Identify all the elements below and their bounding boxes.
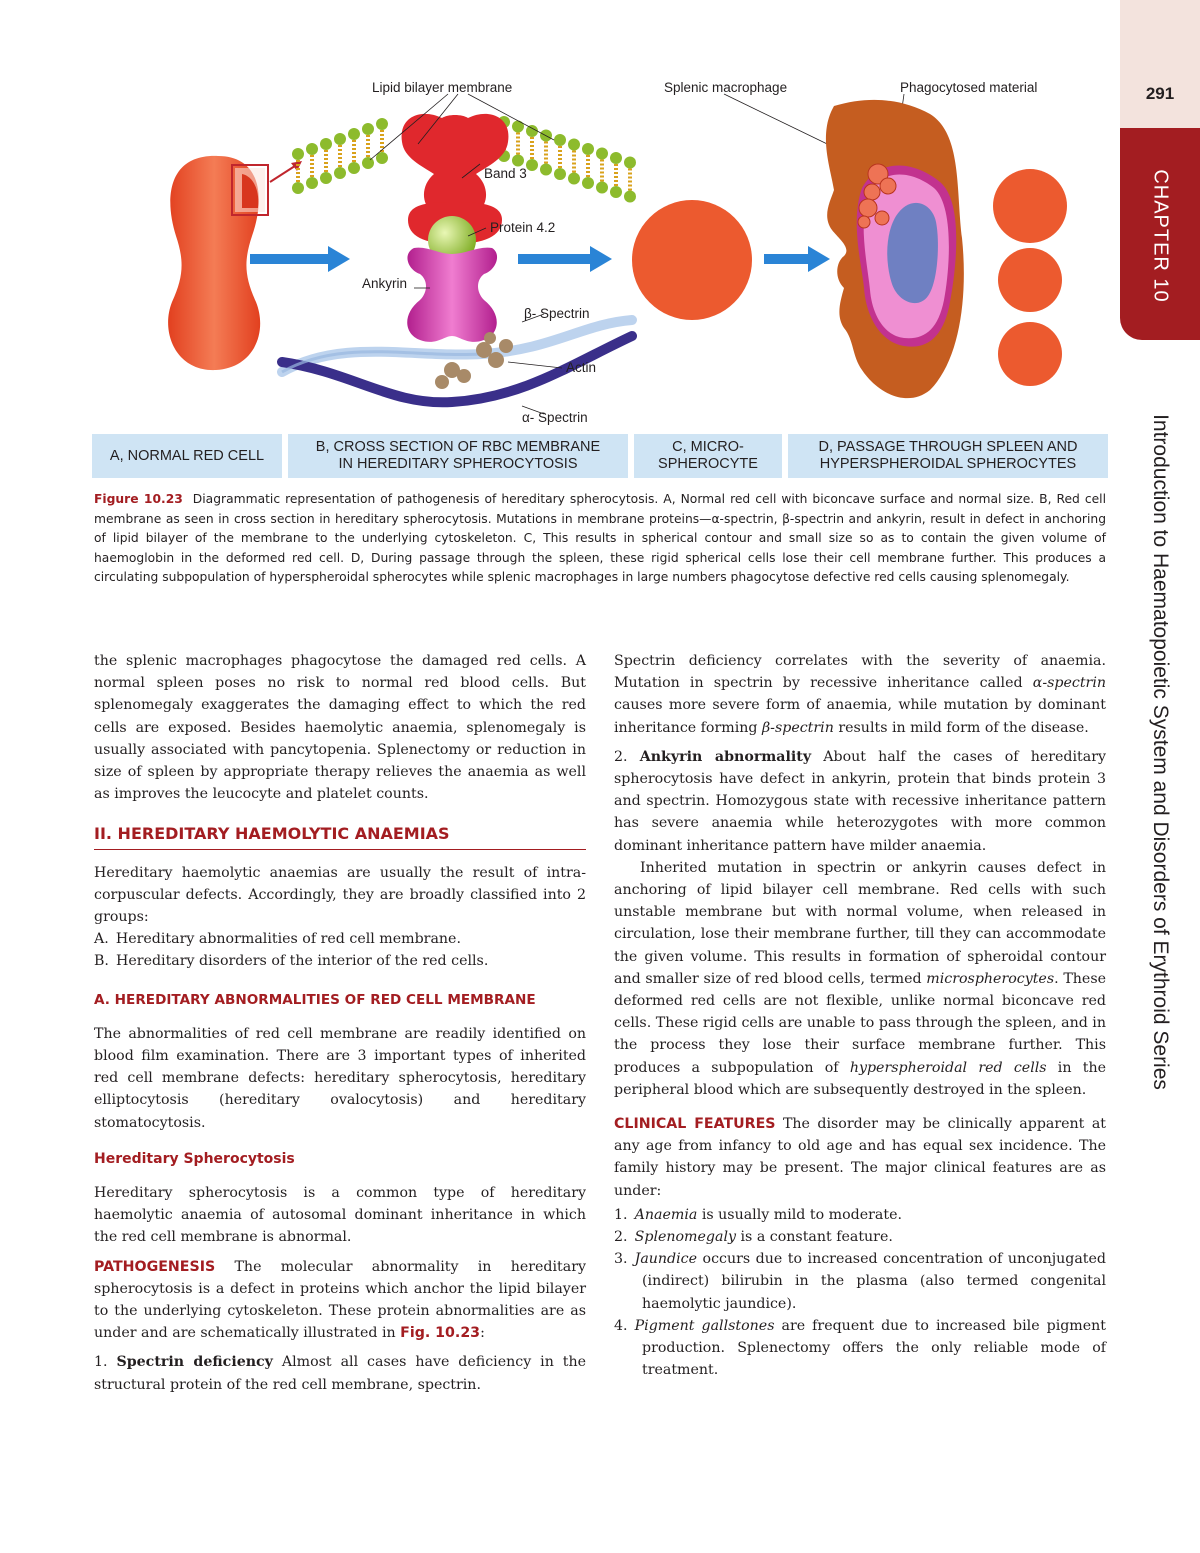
phospholipid-head — [292, 182, 304, 194]
phospholipid-head — [554, 168, 566, 180]
figure-caption-text: Diagrammatic representation of pathogenesis of hereditary spherocytosis. A, Normal red cell with biconcave surface and normal size. B, Red cell membrane as seen in cross section in hereditary spherocytosis. Mutations in membrane proteins—α-spectrin, β-spectrin and ankyrin, result in defect in anchoring of lipid bilayer of the membrane to the underlying cytoskeleton. C, This results in spherical contour and small size so as to contain the given volume of haemoglobin in the deformed red cell. D, During passage through the spleen, these rigid spherical cells lose their cell membrane further. This produces a circulating subpopulation of hyperspheroidal spherocytes while splenic macrophages in large numbers phagocytose defective red cells causing splenomegaly. — [94, 492, 1106, 584]
phospholipid-head — [526, 125, 538, 137]
hyperspheroidal-spherocyte-2 — [998, 248, 1062, 312]
paragraph-membrane-abnormalities: The abnormalities of red cell membrane are readily identified on blood film examination. There are 3 important types of inherited red cell membrane defects: hereditary spherocytosis, hereditary elliptocytosis (hereditary ovalocytosis) and hereditary stomatocytosis. — [94, 1025, 586, 1131]
phospholipid-head — [376, 118, 388, 130]
phospholipid-head — [334, 167, 346, 179]
phospholipid-head — [596, 182, 608, 194]
keyword-clinical-features: CLINICAL FEATURES — [614, 1116, 776, 1133]
phospholipid-head — [624, 157, 636, 169]
phospholipid-head — [348, 128, 360, 140]
phospholipid-head — [568, 173, 580, 185]
paragraph-inherited-mutation: Inherited mutation in spectrin or ankyrin causes defect in anchoring of lipid bilayer cell membrane. Red cells with such unstable membrane but with normal volume, when released in circulation, lose their membrane further, till they can accommodate the given volume. This results in formation of spheroidal contour and smaller size of red blood cells, termed microspherocytes. These deformed red cells are not flexible, unlike normal biconcave red cells. These rigid cells are unable to pass through the spleen, and in the process they lose their surface membrane further. This produces a subpopulation of hyperspheroidal red cells in the peripheral blood which are subsequently destroyed in the spleen. — [614, 859, 1106, 1098]
label-lipid-bilayer: Lipid bilayer membrane — [372, 80, 513, 95]
phospholipid-head — [554, 134, 566, 146]
hyperspheroidal-spherocyte-1 — [993, 169, 1067, 243]
microspherocyte — [632, 200, 752, 320]
running-head: Introduction to Haematopoietic System and Disorders of Erythroid Series — [1149, 414, 1172, 1090]
ankyrin-protein — [407, 248, 497, 342]
arrow-c-to-d — [764, 246, 830, 272]
heading-red-cell-membrane: A. HEREDITARY ABNORMALITIES OF RED CELL MEMBRANE — [94, 991, 536, 1008]
heading-hereditary-haemolytic-anaemias: II. HEREDITARY HAEMOLYTIC ANAEMIAS — [94, 823, 586, 849]
panel-label-c: C, MICRO- SPHEROCYTE — [634, 434, 782, 478]
phospholipid-head — [320, 138, 332, 150]
phospholipid-head — [306, 177, 318, 189]
panel-label-a: A, NORMAL RED CELL — [92, 434, 282, 478]
paragraph-hereditary-intro: Hereditary haemolytic anaemias are usually the result of intra-corpuscular defects. Accordingly, they are broadly classified into 2 groups: — [94, 864, 586, 926]
figure-10-23 — [92, 70, 1108, 480]
label-phagocytosed-material: Phagocytosed material — [900, 80, 1038, 95]
panel-label-d: D, PASSAGE THROUGH SPLEEN AND HYPERSPHEROIDAL SPHEROCYTES — [788, 434, 1108, 478]
label-splenic-macrophage: Splenic macrophage — [664, 80, 788, 95]
phospholipid-head — [334, 133, 346, 145]
phospholipid-head — [362, 123, 374, 135]
label-band-3: Band 3 — [484, 166, 527, 181]
phospholipid-head — [610, 152, 622, 164]
clinical-item-anaemia: 1. Anaemia is usually mild to moderate. — [614, 1206, 902, 1223]
paragraph-spherocytosis-definition: Hereditary spherocytosis is a common type of hereditary haemolytic anaemia of autosomal dominant inheritance in which the red cell membrane is abnormal. — [94, 1185, 586, 1246]
phospholipid-head — [568, 139, 580, 151]
phospholipid-head — [610, 186, 622, 198]
label-beta-spectrin: β- Spectrin — [524, 306, 590, 321]
phospholipid-head — [512, 155, 524, 167]
label-ankyrin: Ankyrin — [362, 276, 408, 291]
chapter-tab-label: CHAPTER 10 — [1149, 169, 1172, 303]
panel-label-b: B, CROSS SECTION OF RBC MEMBRANE IN HEREDITARY SPHEROCYTOSIS — [288, 434, 628, 478]
clinical-item-splenomegaly: 2. Splenomegaly is a constant feature. — [614, 1229, 893, 1246]
figure-caption — [94, 490, 1106, 588]
paragraph-clinical-features: CLINICAL FEATURES The disorder may be clinically apparent at any age from infancy to old age and has equal sex incidence. The family history may be present. The major clinical features are as under: — [614, 1116, 1106, 1199]
label-alpha-spectrin: α- Spectrin — [522, 410, 588, 425]
label-actin: Actin — [566, 360, 597, 375]
phospholipid-head — [582, 177, 594, 189]
right-column — [614, 650, 1106, 1382]
phospholipid-head — [624, 191, 636, 203]
sidebar-top-band — [1120, 0, 1200, 128]
arrow-b-to-c — [518, 246, 612, 272]
page-number: 291 — [1145, 84, 1175, 103]
paragraph-splenic-macrophages: the splenic macrophages phagocytose the damaged red cells. A normal spleen poses no risk to normal red blood cells. But splenomegaly exaggerates the damaging effect to which the red cells are exposed. Besides haemolytic anaemia, splenomegaly is usually associated with pancytopenia. Splenectomy or reduction in size of spleen by appropriate therapy relieves the anaemia as well as improves the leucocyte and platelet counts. — [94, 653, 586, 803]
phospholipid-head — [540, 164, 552, 176]
phospholipid-head — [348, 162, 360, 174]
panel-label-bar — [92, 434, 1108, 478]
chapter-sidebar — [1120, 0, 1200, 1553]
clinical-item-jaundice: 3. Jaundice occurs due to increased concentration of unconjugated (indirect) bilirubin in the plasma (also termed congenital haemolytic jaundice). — [614, 1251, 1106, 1312]
clinical-item-gallstones: 4. Pigment gallstones are frequent due to increased bile pigment production. Splenectomy offers the only reliable mode of treatment. — [614, 1317, 1106, 1379]
paragraph-pathogenesis: PATHOGENESIS The molecular abnormality in hereditary spherocytosis is a defect in proteins which anchor the lipid bilayer to the underlying cytoskeleton. These protein abnormalities are as under and are schematically illustrated in Fig. 10.23: — [94, 1258, 586, 1342]
list-item-b: B. Hereditary disorders of the interior of the red cells. — [94, 953, 489, 970]
phospholipid-head — [292, 148, 304, 160]
figure-illustration — [92, 70, 1108, 432]
phospholipid-head — [306, 143, 318, 155]
phospholipid-head — [582, 143, 594, 155]
arrow-a-to-b — [250, 246, 350, 272]
phospholipid-head — [526, 159, 538, 171]
item-ankyrin-abnormality: 2. Ankyrin abnormality About half the cases of hereditary spherocytosis have defect in ankyrin, protein that binds protein 3 and spectrin. Homozygous state with recessive inheritance pattern has severe anaemia while heterozygotes with more common dominant inheritance pattern have milder anaemia. — [614, 748, 1106, 854]
phospholipid-head — [596, 148, 608, 160]
figure-reference-link[interactable]: Fig. 10.23 — [400, 1325, 481, 1342]
keyword-pathogenesis: PATHOGENESIS — [94, 1258, 216, 1275]
hyperspheroidal-spherocyte-3 — [998, 322, 1062, 386]
heading-hereditary-spherocytosis: Hereditary Spherocytosis — [94, 1150, 295, 1167]
phospholipid-head — [362, 157, 374, 169]
figure-caption-label: Figure 10.23 — [94, 492, 183, 506]
label-protein-4-2: Protein 4.2 — [490, 220, 556, 235]
left-column — [94, 650, 586, 1396]
list-item-a: A. Hereditary abnormalities of red cell membrane. — [94, 931, 461, 948]
phospholipid-head — [320, 172, 332, 184]
phospholipid-head — [512, 121, 524, 133]
item-spectrin-deficiency: 1. Spectrin deficiency Almost all cases have deficiency in the structural protein of the red cell membrane, spectrin. — [94, 1354, 586, 1393]
paragraph-spectrin-severity: Spectrin deficiency correlates with the severity of anaemia. Mutation in spectrin by recessive inheritance called α-spectrin causes more severe form of anaemia, while mutation by dominant inheritance forming β-spectrin results in mild form of the disease. — [614, 653, 1106, 736]
